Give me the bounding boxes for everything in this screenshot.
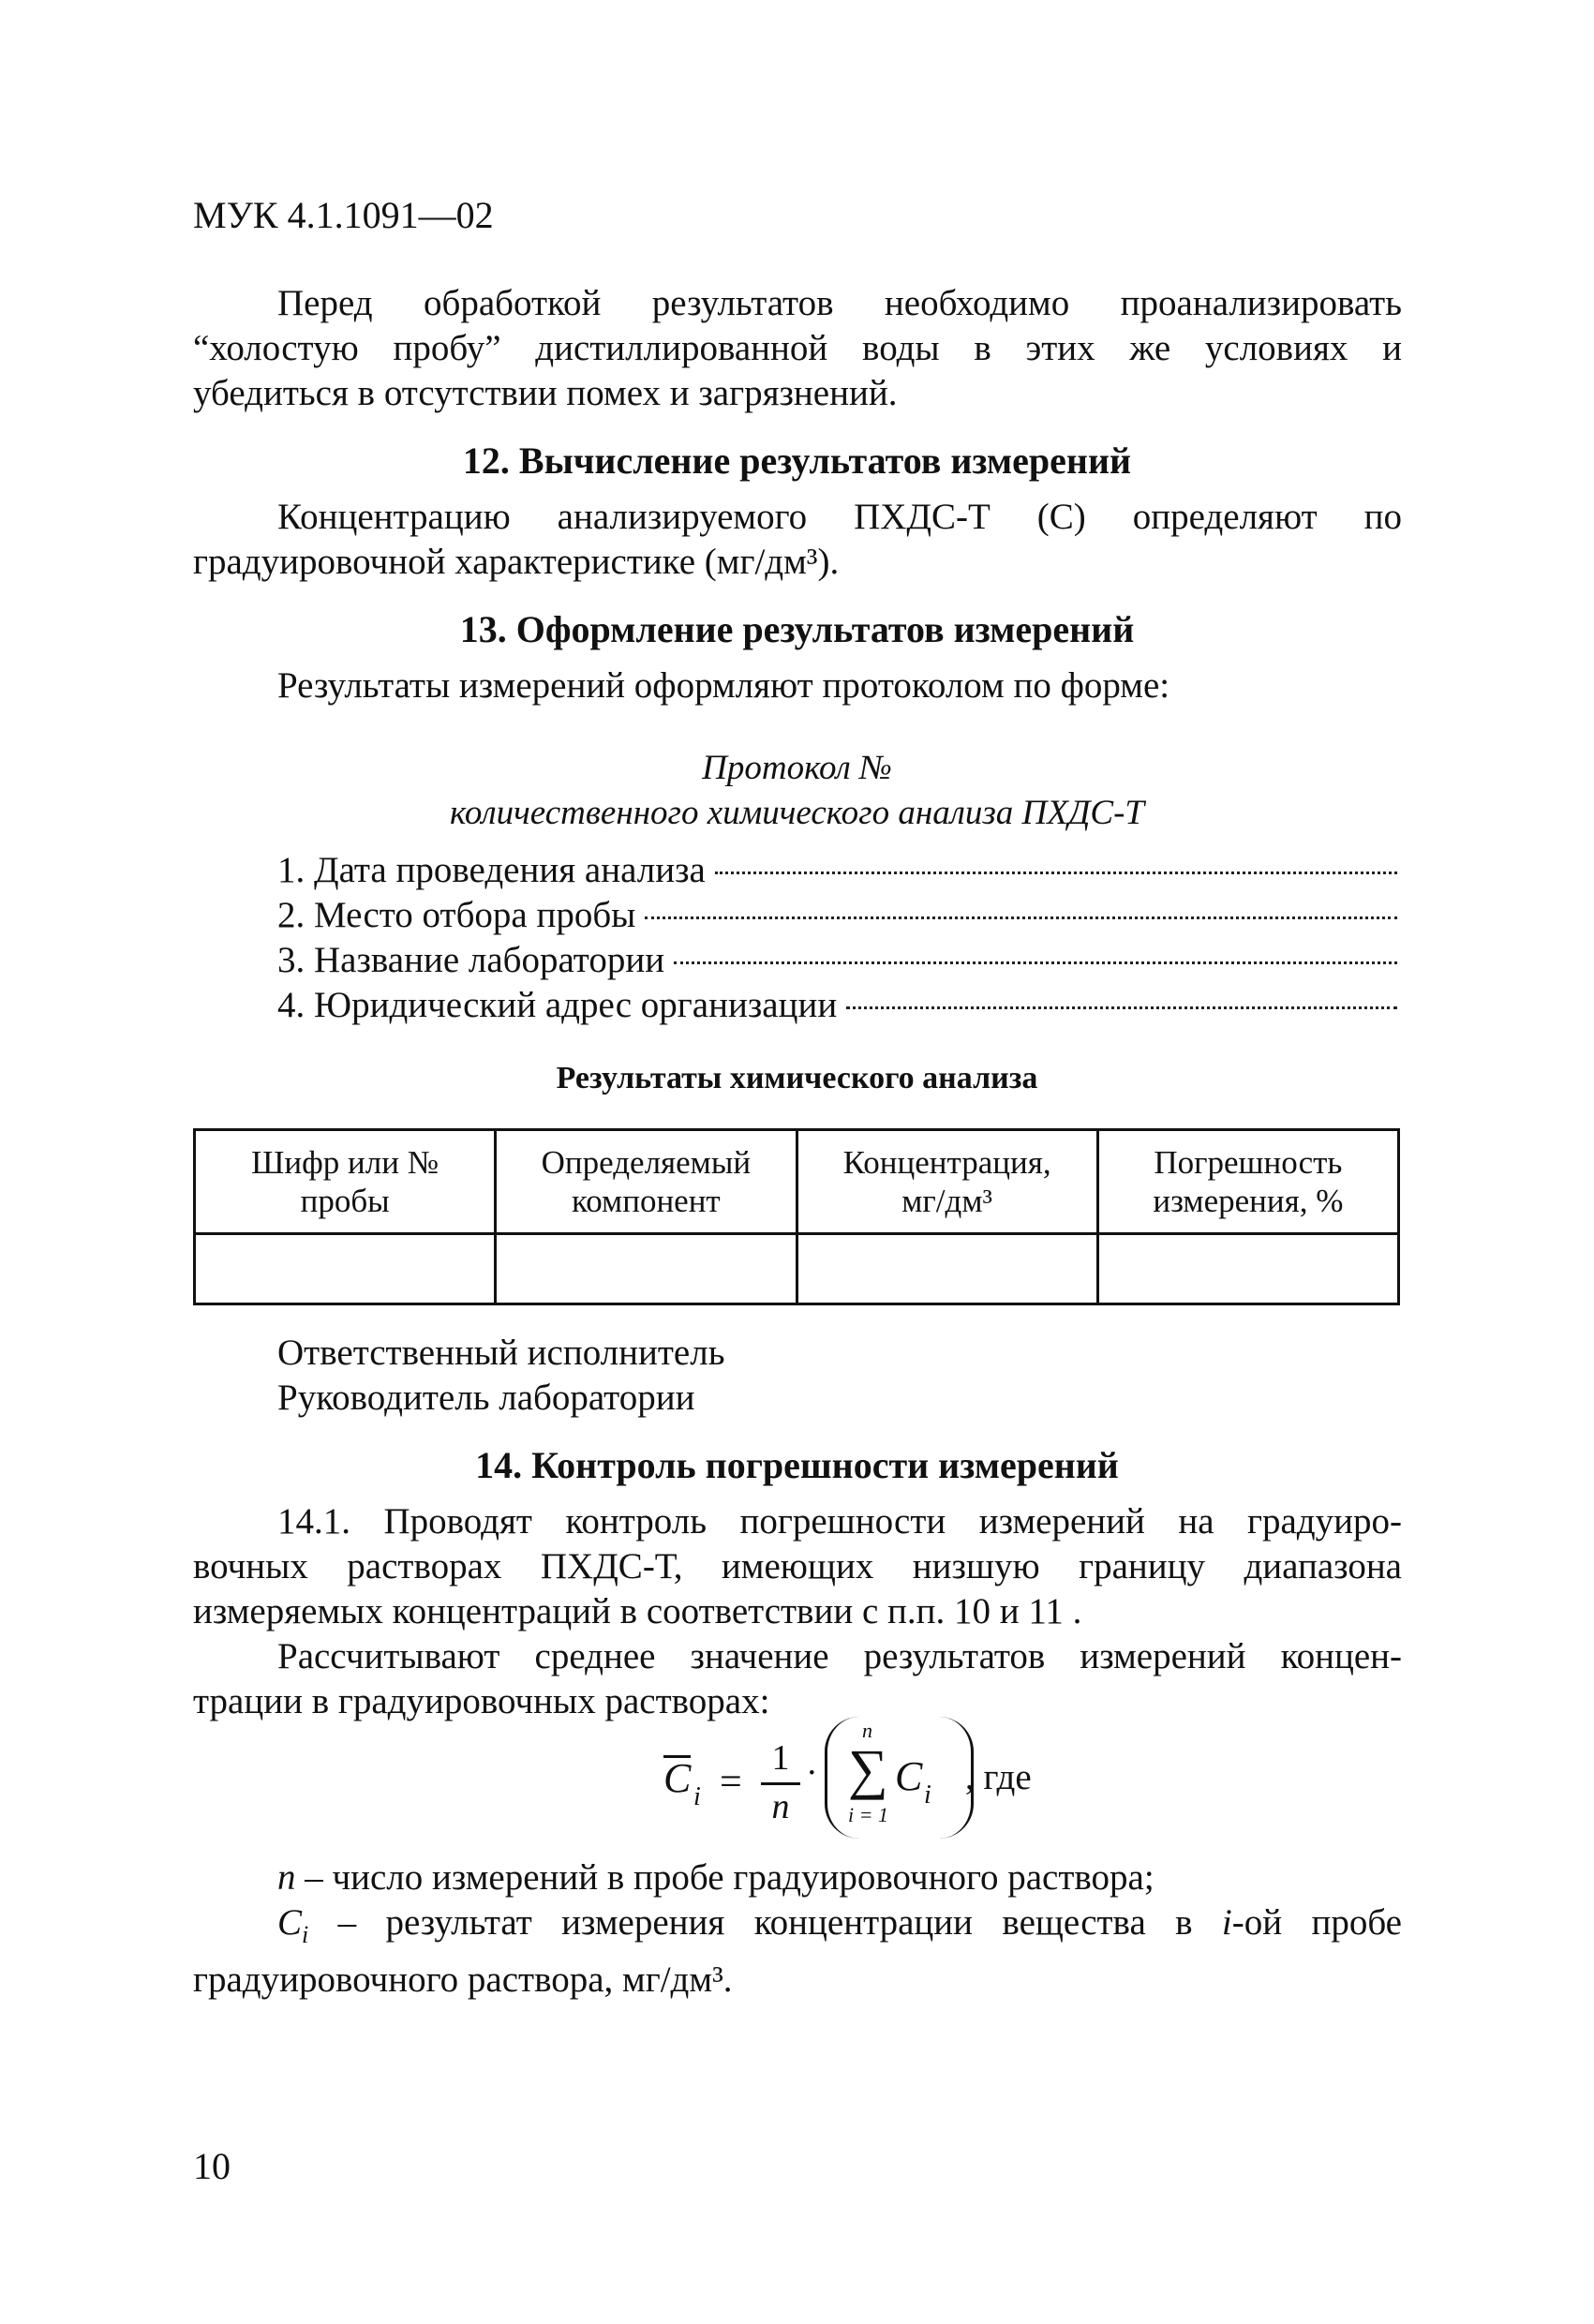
section-14-paragraph-2 xyxy=(193,1634,1402,1724)
formula-numerator: 1 xyxy=(771,1738,790,1778)
variable-i: i xyxy=(1221,1902,1232,1943)
signature-line: Ответственный исполнитель xyxy=(277,1333,725,1373)
protocol-item xyxy=(277,939,1397,981)
table-cell xyxy=(797,1234,1097,1304)
protocol-item-label: 3. Название лаборатории xyxy=(277,940,665,980)
table-header-cell xyxy=(1097,1130,1398,1234)
definition-ci-line: градуировочного раствора, мг/дм³. xyxy=(193,1959,733,2000)
section-14-line: трации в градуировочных растворах: xyxy=(193,1681,770,1721)
header-text: Шифр или № xyxy=(251,1144,439,1181)
header-text: компонент xyxy=(572,1183,721,1219)
section-12-paragraph xyxy=(193,495,1402,585)
table-header-cell xyxy=(797,1130,1097,1234)
intro-line: “холостую пробу” дистиллированной воды в этих же условиях и xyxy=(193,328,1402,368)
header-text: мг/дм³ xyxy=(901,1183,992,1219)
intro-line: Перед обработкой результатов необходимо проанализировать xyxy=(277,283,1402,323)
intro-line: убедиться в отсутствии помех и загрязнений. xyxy=(193,373,898,413)
formula-lhs-subscript: i xyxy=(693,1782,701,1811)
section-14-line: вочных растворах ПХДС-Т, имеющих низшую границу диапазона xyxy=(193,1546,1402,1587)
formula-trailer: , где xyxy=(965,1757,1032,1797)
table-header-cell xyxy=(195,1130,496,1234)
protocol-subtitle: количественного химического анализа ПХДС-Т xyxy=(450,794,1144,832)
table-cell xyxy=(1097,1234,1398,1304)
header-text: измерения, % xyxy=(1153,1183,1344,1219)
page-number: 10 xyxy=(193,2145,231,2187)
protocol-item-label: 2. Место отбора пробы xyxy=(277,895,636,935)
header-text: пробы xyxy=(300,1183,390,1219)
dotted-leader xyxy=(846,1006,1397,1009)
intro-paragraph xyxy=(193,281,1402,416)
sum-lower-limit: i = 1 xyxy=(848,1803,888,1826)
protocol-item xyxy=(277,849,1397,891)
table-cell xyxy=(496,1234,797,1304)
section-13-intro: Результаты измерений оформляют протоколом по форме: xyxy=(277,665,1170,706)
results-table-title: Результаты химического анализа xyxy=(556,1061,1038,1095)
formula-term-subscript: i xyxy=(924,1780,931,1810)
section-14-heading: 14. Контроль погрешности измерений xyxy=(475,1444,1119,1486)
header-text: Погрешность xyxy=(1154,1144,1343,1181)
results-table xyxy=(193,1128,1400,1305)
protocol-title: Протокол № xyxy=(702,749,892,787)
formula-term: C xyxy=(895,1753,923,1799)
formula-lhs: C xyxy=(663,1755,692,1801)
sigma-symbol: ∑ xyxy=(848,1738,888,1800)
section-12-line: Концентрацию анализируемого ПХДС-Т (С) определяют по xyxy=(277,497,1402,537)
definition-ci xyxy=(193,1900,1402,2003)
section-14-line: 14.1. Проводят контроль погрешности измерений на градуиро- xyxy=(277,1501,1402,1542)
protocol-item-label: 4. Юридический адрес организации xyxy=(277,985,838,1025)
formula-denominator: n xyxy=(771,1787,790,1826)
definition-text: – результат измерения концентрации вещества в xyxy=(308,1902,1222,1943)
header-text: Определяемый xyxy=(541,1144,752,1181)
formula-dot: · xyxy=(806,1753,818,1793)
header-text: Концентрация, xyxy=(842,1144,1051,1181)
sum-upper-limit: n xyxy=(862,1719,872,1742)
definition-ci-line xyxy=(193,1900,1402,1958)
table-cell xyxy=(195,1234,496,1304)
dotted-leader xyxy=(645,916,1397,919)
protocol-item xyxy=(277,894,1397,936)
dotted-leader xyxy=(715,871,1397,874)
definition-n xyxy=(277,1855,1155,1900)
section-13-heading: 13. Оформление результатов измерений xyxy=(459,608,1135,650)
definition-text: -ой пробе xyxy=(1231,1902,1402,1943)
table-row xyxy=(195,1234,1399,1304)
fraction-bar xyxy=(761,1782,800,1785)
variable-c-subscript: i xyxy=(302,1920,309,1948)
document-code: МУК 4.1.1091—02 xyxy=(193,194,494,236)
section-12-heading: 12. Вычисление результатов измерений xyxy=(462,439,1132,482)
table-header-row xyxy=(195,1130,1399,1234)
section-14-paragraph-1 xyxy=(193,1499,1402,1634)
section-12-line: градуировочной характеристике (мг/дм³). xyxy=(193,542,840,582)
variable-c: C xyxy=(277,1902,303,1943)
dotted-leader xyxy=(674,961,1397,964)
definition-text: – число измерений в пробе градуировочного раствора; xyxy=(295,1857,1155,1898)
section-14-line: Рассчитывают среднее значение результатов измерений концен- xyxy=(277,1636,1402,1676)
table-header-cell xyxy=(496,1130,797,1234)
protocol-item xyxy=(277,984,1397,1026)
variable-n: n xyxy=(277,1857,296,1898)
protocol-item-label: 1. Дата проведения анализа xyxy=(277,850,706,890)
section-14-line: измеряемых концентраций в соответствии с п.п. 10 и 11 . xyxy=(193,1591,1082,1631)
mean-concentration-formula xyxy=(656,1719,1125,1846)
formula-equals: = xyxy=(720,1761,742,1804)
signature-line: Руководитель лаборатории xyxy=(277,1378,695,1418)
